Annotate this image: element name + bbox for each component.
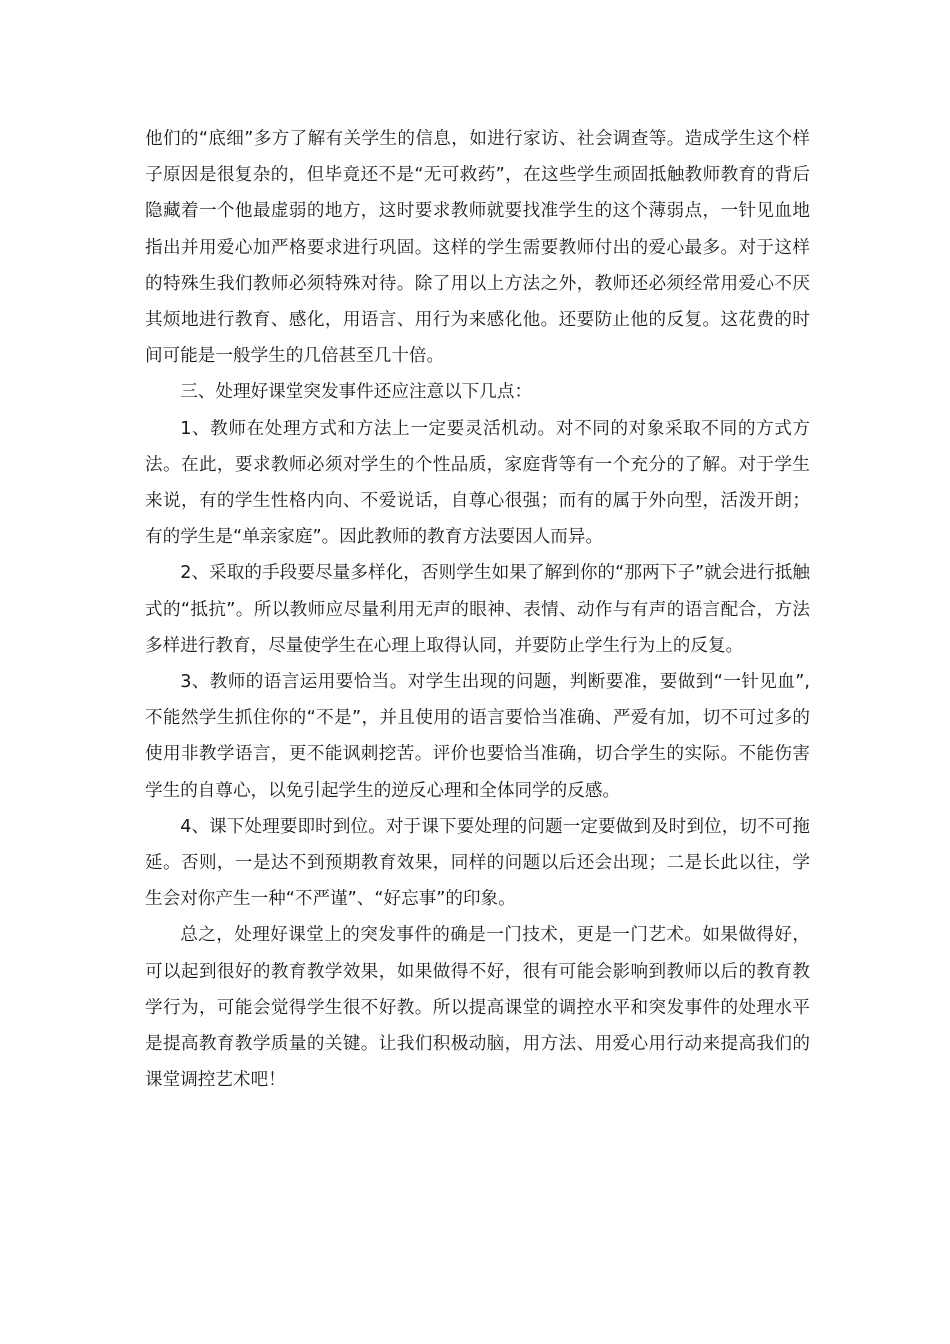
- paragraph-point-3: 3、教师的语言运用要恰当。对学生出现的问题，判断要准，要做到“一针见血”,不能然学生抓住你的“不是”，并且使用的语言要恰当准确、严爱有加，切不可过多的使用非教学语言，更不能讽刺挖苦。评价也要恰当准确，切合学生的实际。不能伤害学生的自尊心，以免引起学生的逆反心理和全体同学的反感。: [145, 672, 810, 801]
- paragraph-point-2: 2、采取的手段要尽量多样化，否则学生如果了解到你的“那两下子”就会进行抵触式的“抵抗”。所以教师应尽量利用无声的眼神、表情、动作与有声的语言配合，方法多样进行教育，尽量使学生在心理上取得认同，并要防止学生行为上的反复。: [145, 563, 810, 656]
- paragraph-point-1: 1、教师在处理方式和方法上一定要灵活机动。对不同的对象采取不同的方式方法。在此，要求教师必须对学生的个性品质，家庭背等有一个充分的了解。对于学生来说，有的学生性格内向、不爱说话，自尊心很强；而有的属于外向型，活泼开朗；有的学生是“单亲家庭”。因此教师的教育方法要因人而异。: [145, 418, 810, 548]
- document-body: [145, 121, 810, 1098]
- paragraph-continued-intro: 他们的“底细”多方了解有关学生的信息，如进行家访、社会调查等。造成学生这个样子原因是很复杂的，但毕竟还不是“无可救药”，在这些学生顽固抵触教师教育的背后隐藏着一个他最虚弱的地方，这时要求教师就要找准学生的这个薄弱点，一针见血地指出并用爱心加严格要求进行巩固。这样的学生需要教师付出的爱心最多。对于这样的特殊生我们教师必须特殊对待。除了用以上方法之外，教师还必须经常用爱心不厌其烦地进行教育、感化，用语言、用行为来感化他。还要防止他的反复。这花费的时间可能是一般学生的几倍甚至几十倍。: [145, 129, 810, 367]
- section-heading-three: 三、处理好课堂突发事件还应注意以下几点：: [180, 382, 533, 403]
- paragraph-point-4: 4、课下处理要即时到位。对于课下要处理的问题一定要做到及时到位，切不可拖延。否则，一是达不到预期教育效果，同样的问题以后还会出现；二是长此以往，学生会对你产生一种“不严谨”、“好忘事”的印象。: [145, 816, 810, 910]
- paragraph-conclusion: 总之，处理好课堂上的突发事件的确是一门技术，更是一门艺术。如果做得好，可以起到很好的教育教学效果，如果做得不好，很有可能会影响到教师以后的教育教学行为，可能会觉得学生很不好教。所以提高课堂的调控水平和突发事件的处理水平是提高教育教学质量的关键。让我们积极动脑，用方法、用爱心用行动来提高我们的课堂调控艺术吧！: [145, 925, 810, 1091]
